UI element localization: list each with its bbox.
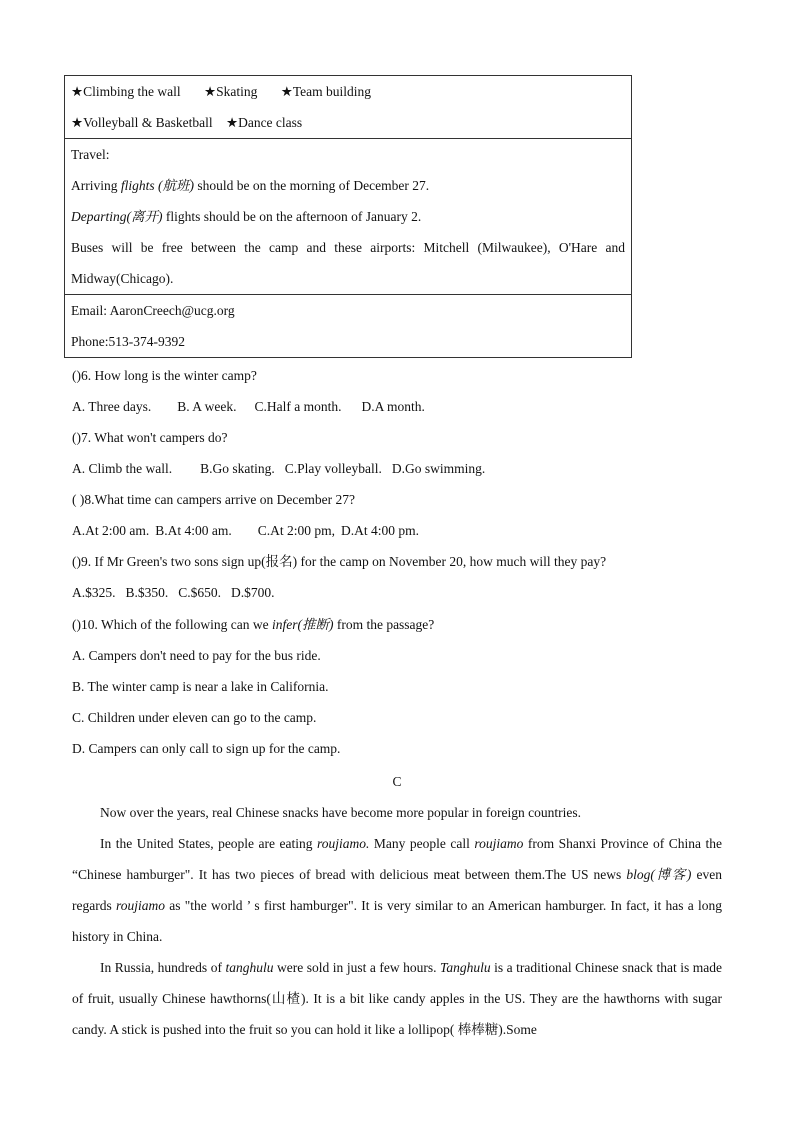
paragraph-3: In Russia, hundreds of tanghulu were sold in just a few hours. Tanghulu is a traditional Chinese snack that is made of fruit, usually Chinese hawthorns(山楂). It is a bit like candy apples in the US. They are the hawthorns with sugar candy. A stick is pushed into the fruit so you can hold it like a lollipop( 棒棒糖).Some (72, 960, 722, 1037)
info-table (64, 75, 632, 358)
question-8-stem: ( )8.What time can campers arrive on December 27? (72, 492, 355, 507)
option: A.At 2:00 am. (72, 523, 150, 538)
buses-line-2: Midway(Chicago). (71, 271, 174, 286)
question-8-options (72, 515, 433, 546)
activity-team-building: ★Team building (280, 84, 371, 99)
activities-section (65, 76, 631, 139)
option: C.At 2:00 pm, (257, 523, 336, 538)
question-10-stem: ()10. Which of the following can we infer(推断) from the passage? (72, 617, 435, 632)
travel-section (65, 139, 631, 295)
activity-skating: ★Skating (203, 84, 258, 99)
question-9-stem: ()9. If Mr Green's two sons sign up(报名) for the camp on November 20, how much will they pay? (72, 554, 607, 569)
option: A.$325. (72, 585, 116, 600)
option: B.At 4:00 am. (155, 523, 232, 538)
question-10-option-b: B. The winter camp is near a lake in California. (72, 679, 329, 694)
option: D.At 4:00 pm. (341, 523, 420, 538)
question-6-options (72, 391, 439, 422)
arriving-line: Arriving flights (航班) should be on the morning of December 27. (71, 178, 430, 193)
activity-dance: ★Dance class (225, 115, 303, 130)
question-10-option-c: C. Children under eleven can go to the camp. (72, 710, 317, 725)
paragraph-1: Now over the years, real Chinese snacks have become more popular in foreign countries. (100, 805, 581, 820)
option: B. A week. (177, 399, 237, 414)
option: D.Go swimming. (391, 461, 486, 476)
option: B.$350. (125, 585, 169, 600)
option: D.$700. (231, 585, 275, 600)
option: C.$650. (178, 585, 222, 600)
paragraph-2: In the United States, people are eating roujiamo. Many people call roujiamo from Shanxi Province of China the “Chinese hamburger". It has two pieces of bread with delicious meat between them.The US news blog(博客) even regards roujiamo as "the world ’ s first hamburger". It is very similar to an American hamburger. In fact, it has a long history in China. (72, 836, 723, 944)
phone-line: Phone:513-374-9392 (71, 334, 185, 349)
question-10-option-d: D. Campers can only call to sign up for the camp. (72, 741, 341, 756)
section-c-label: C (392, 774, 402, 789)
question-7-options (72, 453, 499, 484)
activities-row-2 (71, 107, 625, 138)
option: A. Climb the wall. (72, 461, 173, 476)
travel-heading: Travel: (71, 147, 110, 162)
option: C.Half a month. (254, 399, 342, 414)
question-9-options (72, 577, 289, 608)
option: C.Play volleyball. (284, 461, 382, 476)
activity-climbing: ★Climbing the wall (71, 84, 181, 99)
option: D.A month. (361, 399, 425, 414)
question-10-option-a: A. Campers don't need to pay for the bus ride. (72, 648, 321, 663)
option: A. Three days. (72, 399, 152, 414)
activities-row-1 (71, 76, 625, 107)
email-line: Email: AaronCreech@ucg.org (71, 303, 235, 318)
contact-section (65, 295, 631, 357)
buses-line-1: Buses will be free between the camp and these airports: Mitchell (Milwaukee), O'Hare and (71, 240, 625, 255)
departing-line: Departing(离开) flights should be on the afternoon of January 2. (71, 209, 422, 224)
question-7-stem: ()7. What won't campers do? (72, 430, 228, 445)
question-6-stem: ()6. How long is the winter camp? (72, 368, 257, 383)
activity-volleyball: ★Volleyball & Basketball (71, 115, 213, 130)
option: B.Go skating. (200, 461, 275, 476)
